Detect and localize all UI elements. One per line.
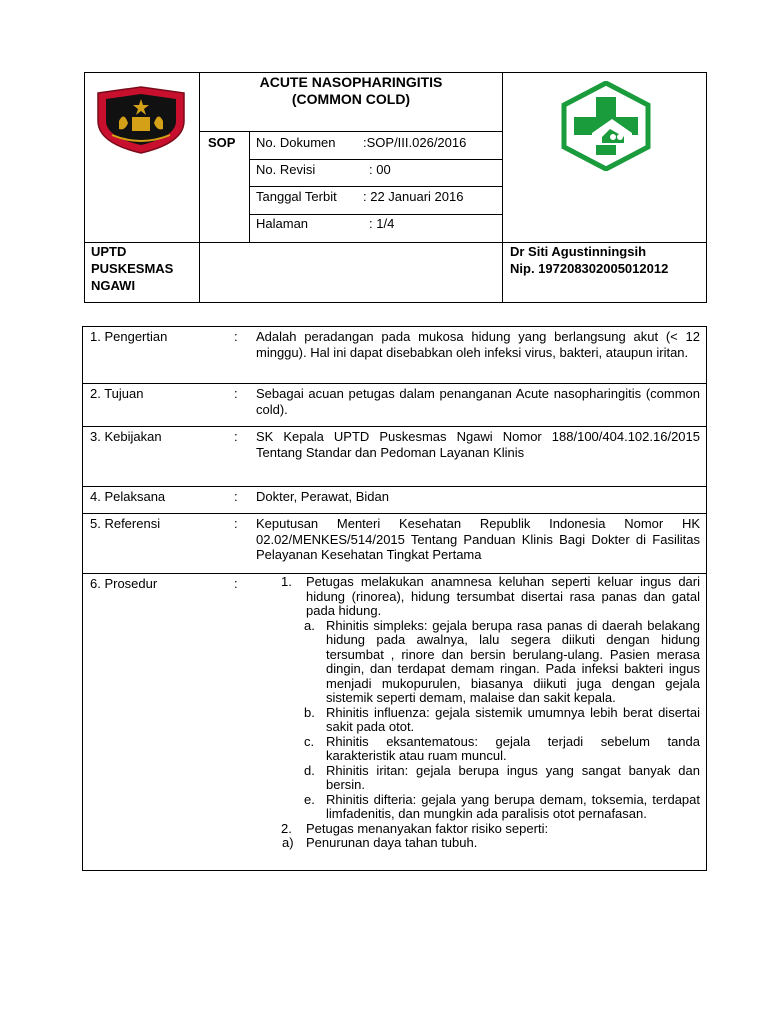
signer-name: Dr Siti Agustinningsih xyxy=(510,244,647,259)
step-text: Petugas melakukan anamnesa keluhan seperti keluar ingus dari hidung (rinorea), hidung tersumbat disertai rasa panas dan gatal pada hidung. xyxy=(306,574,700,618)
section-label: 2. Tujuan xyxy=(90,386,144,401)
step-text: Petugas menanyakan faktor risiko seperti: xyxy=(306,820,549,836)
section-text: Dokter, Perawat, Bidan xyxy=(256,489,389,504)
section-row-pelaksana xyxy=(83,486,706,513)
procedure-substep-2a xyxy=(256,836,700,851)
procedure-substep-b xyxy=(256,706,700,735)
regency-shield-emblem-icon xyxy=(94,85,189,155)
substep-letter: b. xyxy=(304,704,315,720)
procedure-substep-c xyxy=(256,735,700,764)
org-line-3: NGAWI xyxy=(91,278,136,293)
procedure-substep-d xyxy=(256,764,700,793)
org-line-2: PUSKESMAS xyxy=(91,261,174,276)
field-label-halaman: Halaman xyxy=(256,216,309,231)
field-value-tanggal: : 22 Januari 2016 xyxy=(363,189,464,204)
section-text: SK Kepala UPTD Puskesmas Ngawi Nomor 188/100/404.102.16/2015 Tentang Standar dan Pedoman Layanan Klinis xyxy=(256,429,700,460)
substep-letter: e. xyxy=(304,791,315,807)
section-row-kebijakan xyxy=(83,426,706,486)
section-row-referensi xyxy=(83,513,706,573)
procedure-substep-e xyxy=(256,793,700,822)
procedure-step-1 xyxy=(256,575,700,619)
section-text: Keputusan Menteri Kesehatan Republik Indonesia Nomor HK 02.02/MENKES/514/2015 Tentang Panduan Klinis Bagi Dokter di Fasilitas Pelayanan Kesehatan Tingkat Pertama xyxy=(256,516,700,562)
section-text: Sebagai acuan petugas dalam penanganan Acute nasopharingitis (common cold). xyxy=(256,386,700,417)
section-colon: : xyxy=(234,516,238,531)
section-label: 3. Kebijakan xyxy=(90,429,162,444)
document-title xyxy=(200,74,502,108)
section-row-prosedur xyxy=(83,573,706,870)
substep-letter: d. xyxy=(304,762,315,778)
section-colon: : xyxy=(234,576,238,591)
section-label: 5. Referensi xyxy=(90,516,161,531)
section-colon: : xyxy=(234,489,238,504)
substep-text: Rhinitis influenza: gejala sistemik umumnya lebih berat disertai sakit pada otot. xyxy=(326,704,700,734)
field-label-revisi: No. Revisi xyxy=(256,162,316,177)
field-label-tanggal: Tanggal Terbit xyxy=(256,189,337,204)
substep-letter: c. xyxy=(304,733,315,749)
field-value-halaman: : 1/4 xyxy=(369,216,395,231)
substep-text: Rhinitis eksantematous: gejala terjadi sebelum tanda karakteristik atau ruam muncul. xyxy=(326,733,700,763)
procedure-list xyxy=(256,575,700,851)
procedure-substep-a xyxy=(256,619,700,706)
substep-text: Rhinitis iritan: gejala berupa ingus yang sangat banyak dan bersin. xyxy=(326,762,700,792)
puskesmas-cross-logo-icon xyxy=(558,81,654,171)
section-colon: : xyxy=(234,429,238,444)
section-label: 4. Pelaksana xyxy=(90,489,166,504)
org-line-1: UPTD xyxy=(91,244,127,259)
section-colon: : xyxy=(234,386,238,401)
section-row-tujuan xyxy=(83,383,706,426)
section-text: Adalah peradangan pada mukosa hidung yang berlangsung akut (< 12 minggu). Hal ini dapat disebabkan oleh infeksi virus, bakteri, ataupun iritan. xyxy=(256,329,700,360)
field-value-revisi: : 00 xyxy=(369,162,391,177)
sop-label: SOP xyxy=(208,135,236,150)
signer-nip: Nip. 197208302005012012 xyxy=(510,261,669,276)
section-label: 6. Prosedur xyxy=(90,576,158,591)
step-number: 2. xyxy=(281,820,292,836)
substep-text: Rhinitis simpleks: gejala berupa rasa panas di daerah belakang hidung pada awalnya, lalu segera diikuti dengan hidung tersumbat , rinore dan bersin berulang-ulang. Pasien merasa dingin, dan terdapat demam ringan. Pada infeksi bakteri ingus menjadi mukopurulen, biasanya diikuti juga dengan gejala sistemik seperti demam, malaise dan sakit kepala. xyxy=(326,617,700,705)
section-colon: : xyxy=(234,329,238,344)
procedure-step-2 xyxy=(256,822,700,837)
title-line-2: (COMMON COLD) xyxy=(291,91,411,107)
sop-content-table xyxy=(82,326,707,871)
substep-letter: a) xyxy=(282,835,294,850)
substep-text: Penurunan daya tahan tubuh. xyxy=(306,835,478,850)
substep-text: Rhinitis difteria: gejala yang berupa demam, toksemia, terdapat limfadenitis, dan mungkin ada paralisis otot pernafasan. xyxy=(326,791,700,821)
section-label: 1. Pengertian xyxy=(90,329,168,344)
step-number: 1. xyxy=(281,574,292,589)
field-label-dokumen: No. Dokumen xyxy=(256,135,336,150)
field-value-dokumen: :SOP/III.026/2016 xyxy=(363,135,467,150)
section-row-pengertian xyxy=(83,327,706,383)
sop-header-table xyxy=(84,72,707,303)
substep-letter: a. xyxy=(304,617,315,633)
title-line-1: ACUTE NASOPHARINGITIS xyxy=(259,74,443,90)
